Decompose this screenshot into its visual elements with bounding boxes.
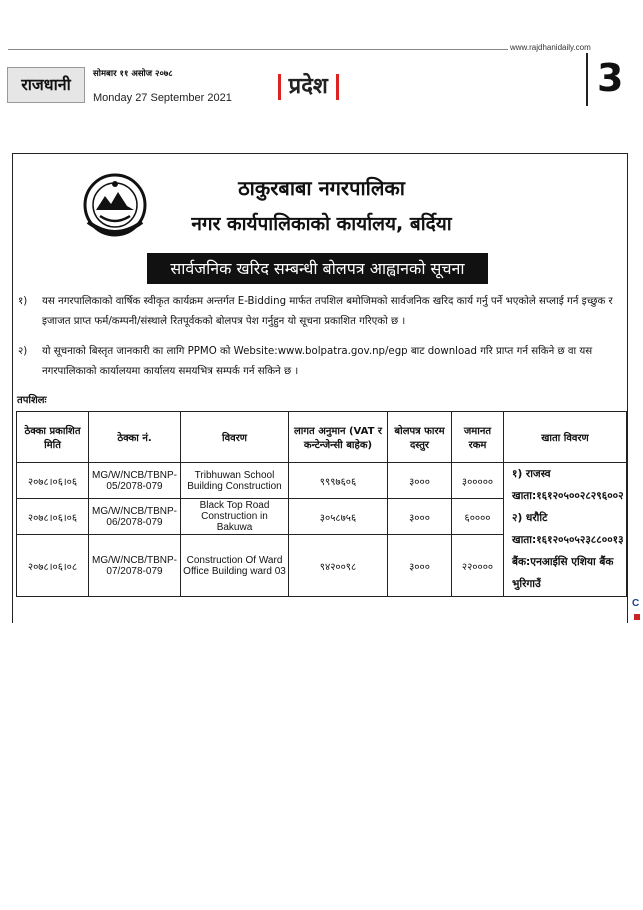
- paragraph-1-text: यस नगरपालिकाको वार्षिक स्वीकृत कार्यक्रम अन्तर्गत E-Bidding मार्फत तपशिल बमोजिमको सार्वजनिक खरिद कार्य गर्नु पर्ने भएकोले सप्लाई गर्न इच्छुक र इजाजत प्राप्त फर्म/कम्पनी/संस्थाले रितपूर्वकको बोलपत्र पेश गर्नुहुन यो सूचना प्रकाशित गरिएको छ ।: [42, 296, 613, 327]
- cell-date: २०७८।०६।०६: [17, 499, 89, 535]
- details-label: तपशिलः: [17, 395, 47, 406]
- cell-cost: ३०५८७५६: [289, 499, 388, 535]
- col-header-description: विवरण: [181, 412, 289, 463]
- cell-contract: MG/W/NCB/TBNP-05/2078-079: [89, 463, 181, 499]
- edge-fragment-c: C: [632, 598, 640, 609]
- account-line-revenue-no: खाता:१६१२०५००२८२९६००२: [512, 490, 624, 502]
- paragraph-2-text: यो सूचनाको बिस्तृत जानकारी का लागि PPMO को Website:www.bolpatra.gov.np/egp बाट download गरि प्राप्त गर्न सकिने छ वा यस नगरपालिकाको कार्यालयमा कार्यालय समयभित्र सम्पर्क गर्न सकिने छ ।: [42, 346, 593, 377]
- section-bar-right: [336, 74, 339, 100]
- cell-date: २०७८।०६।०८: [17, 535, 89, 597]
- tender-table: [16, 411, 627, 597]
- date-english: Monday 27 September 2021: [93, 92, 232, 104]
- notice-banner: सार्वजनिक खरिद सम्बन्धी बोलपत्र आह्वानको सूचना: [147, 253, 488, 284]
- section-label: [278, 70, 339, 100]
- col-header-date: ठेक्का प्रकाशित मिति: [17, 412, 89, 463]
- cell-desc: Black Top Road Construction in Bakuwa: [181, 499, 289, 535]
- account-line-deposit: २) धरौटि: [512, 512, 548, 524]
- paragraph-1-number: १): [18, 296, 28, 307]
- cell-fee: ३०००: [388, 535, 452, 597]
- website-url[interactable]: www.rajdhanidaily.com: [510, 43, 591, 52]
- cell-contract: MG/W/NCB/TBNP-06/2078-079: [89, 499, 181, 535]
- account-details: [504, 463, 627, 597]
- account-line-deposit-no: खाता:१६१२०५०५२३८८००१३: [512, 534, 624, 546]
- cell-fee: ३०००: [388, 499, 452, 535]
- col-header-cost-estimate: लागत अनुमान (VAT र कन्टेन्जेन्सी बाहेक): [289, 412, 388, 463]
- cell-fee: ३०००: [388, 463, 452, 499]
- cell-deposit: ३०००००: [452, 463, 504, 499]
- header-rule: [8, 49, 508, 50]
- col-header-form-fee: बोलपत्र फारम दस्तुर: [388, 412, 452, 463]
- account-line-bank: बैंक:एनआईसि एशिया बैंक: [512, 556, 614, 568]
- page-number: 3: [597, 56, 624, 100]
- notice-title-office: नगर कार्यपालिकाको कार्यालय, बर्दिया: [191, 213, 452, 235]
- cell-deposit: ६००००: [452, 499, 504, 535]
- paragraph-2: [18, 342, 622, 382]
- newspaper-masthead: राजधानी: [7, 67, 85, 103]
- account-line-revenue: १) राजस्व: [512, 468, 551, 480]
- cell-deposit: २२००००: [452, 535, 504, 597]
- date-nepali: सोमबार ११ असोज २०७८: [93, 69, 173, 79]
- account-line-branch: भुरिगाउँ: [512, 578, 541, 590]
- cell-cost: ९९९७६०६: [289, 463, 388, 499]
- paragraph-1: [18, 292, 622, 332]
- cell-contract: MG/W/NCB/TBNP-07/2078-079: [89, 535, 181, 597]
- col-header-contract-no: ठेक्का नं.: [89, 412, 181, 463]
- table-header-row: [17, 412, 627, 463]
- section-bar-left: [278, 74, 281, 100]
- cell-cost: ९४२००९८: [289, 535, 388, 597]
- cell-desc: Tribhuwan School Building Construction: [181, 463, 289, 499]
- col-header-deposit: जमानत रकम: [452, 412, 504, 463]
- notice-title-municipality: ठाकुरबाबा नगरपालिका: [238, 176, 405, 200]
- paragraph-2-number: २): [18, 346, 28, 357]
- table-row: [17, 463, 627, 499]
- edge-fragment-mark: [634, 614, 640, 620]
- section-text: प्रदेश: [288, 74, 328, 99]
- page-number-divider: [586, 53, 588, 106]
- cell-desc: Construction Of Ward Office Building ward 03: [181, 535, 289, 597]
- cell-date: २०७८।०६।०६: [17, 463, 89, 499]
- col-header-account: खाता विवरण: [504, 412, 627, 463]
